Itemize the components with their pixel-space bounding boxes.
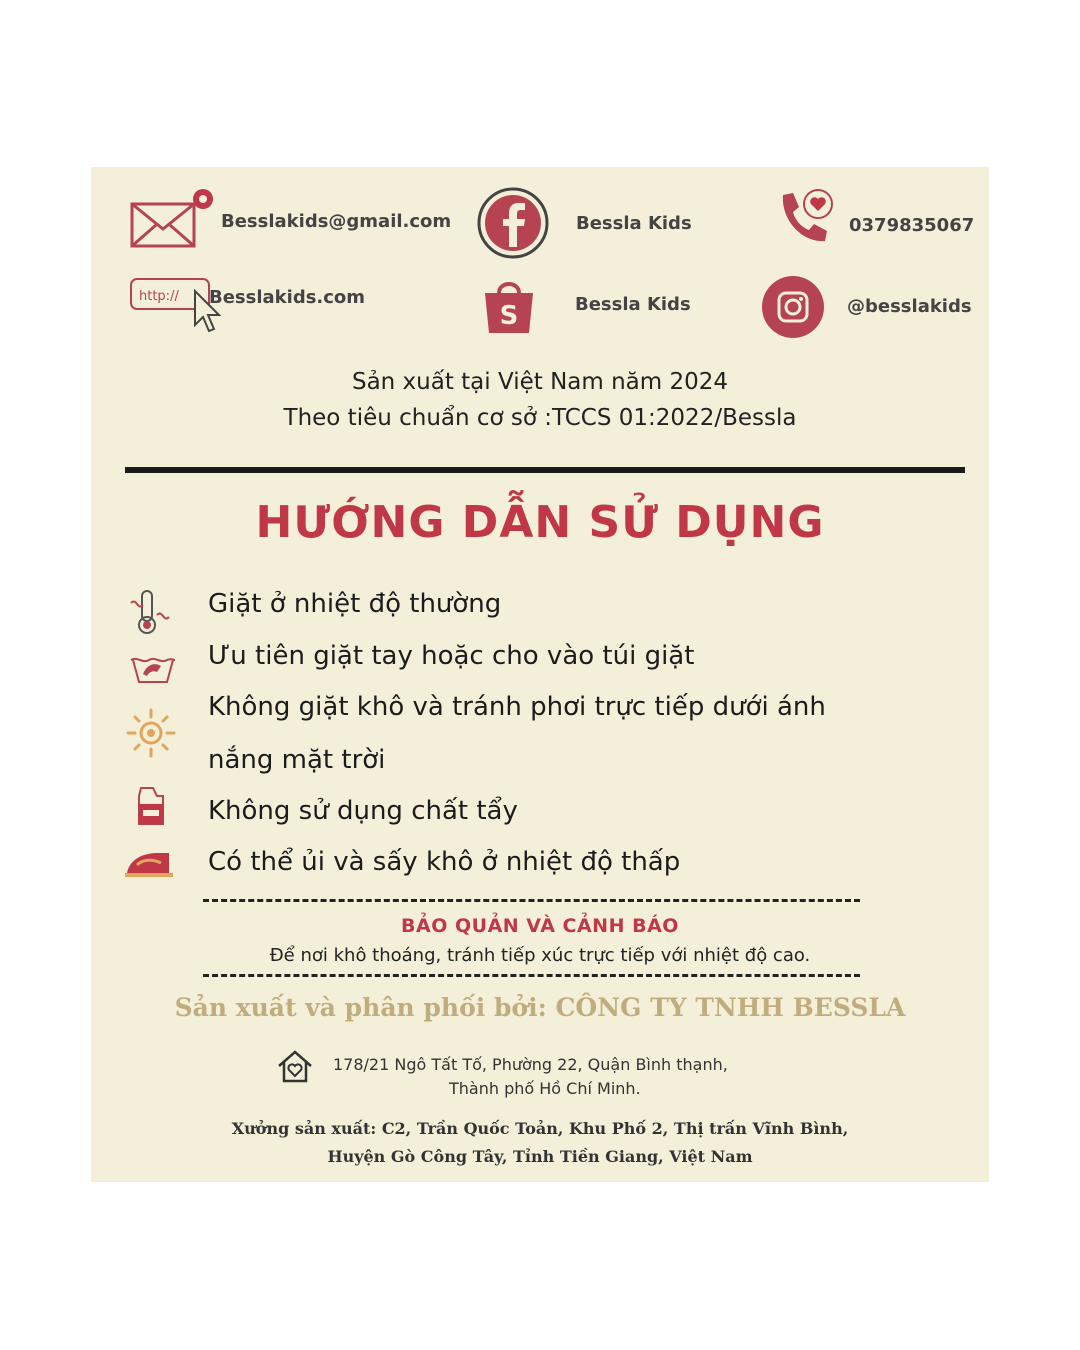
label-card (91, 167, 989, 1182)
divider (125, 467, 965, 473)
phone-icon (773, 187, 835, 249)
sun-icon (125, 707, 177, 759)
svg-text:S: S (499, 301, 519, 331)
instruction-4: Không sử dụng chất tẩy (208, 796, 518, 826)
shop-text: Bessla Kids (575, 294, 691, 315)
iron-icon (123, 847, 175, 879)
address-line-2: Thành phố Hồ Chí Minh. (449, 1079, 641, 1098)
instruction-3-continued: nắng mặt trời (208, 745, 386, 775)
storage-title: BẢO QUẢN VÀ CẢNH BÁO (401, 915, 679, 937)
hand-wash-icon (129, 648, 177, 686)
email-icon (129, 187, 219, 249)
address-line-1: 178/21 Ngô Tất Tố, Phường 22, Quận Bình thạnh, (333, 1055, 728, 1074)
guide-title: HƯỚNG DẪN SỬ DỤNG (255, 497, 825, 548)
instruction-2: Ưu tiên giặt tay hoặc cho vào túi giặt (208, 641, 695, 671)
storage-text: Để nơi khô thoáng, tránh tiếp xúc trực tiếp với nhiệt độ cao. (269, 945, 811, 966)
instruction-3: Không giặt khô và tránh phơi trực tiếp dưới ánh (208, 692, 826, 722)
maker-line: Sản xuất và phân phối bởi: CÔNG TY TNHH BESSLA (174, 993, 906, 1022)
bleach-bottle-icon (133, 784, 169, 826)
dashed-divider-bottom (203, 974, 860, 977)
website-text: Besslakids.com (209, 287, 366, 308)
shopping-bag-icon (479, 275, 539, 337)
home-icon (275, 1048, 315, 1084)
instruction-1: Giặt ở nhiệt độ thường (208, 589, 502, 619)
facebook-icon (475, 185, 551, 261)
factory-line-1: Xưởng sản xuất: C2, Trần Quốc Toản, Khu Phố 2, Thị trấn Vĩnh Bình, (231, 1119, 849, 1138)
email-text: Besslakids@gmail.com (221, 211, 452, 232)
phone-text: 0379835067 (849, 215, 975, 236)
instagram-text: @besslakids (847, 296, 972, 317)
instruction-5: Có thể ủi và sấy khô ở nhiệt độ thấp (208, 847, 681, 877)
instagram-icon (761, 275, 825, 339)
website-icon-text: http:// (139, 289, 179, 304)
facebook-text: Bessla Kids (576, 213, 692, 234)
thermometer-wash-icon (127, 587, 171, 637)
origin-line-2: Theo tiêu chuẩn cơ sở :TCCS 01:2022/Bessla (283, 405, 797, 431)
dashed-divider-top (203, 899, 860, 902)
origin-line-1: Sản xuất tại Việt Nam năm 2024 (351, 369, 729, 395)
factory-line-2: Huyện Gò Công Tây, Tỉnh Tiền Giang, Việt Nam (327, 1147, 753, 1166)
